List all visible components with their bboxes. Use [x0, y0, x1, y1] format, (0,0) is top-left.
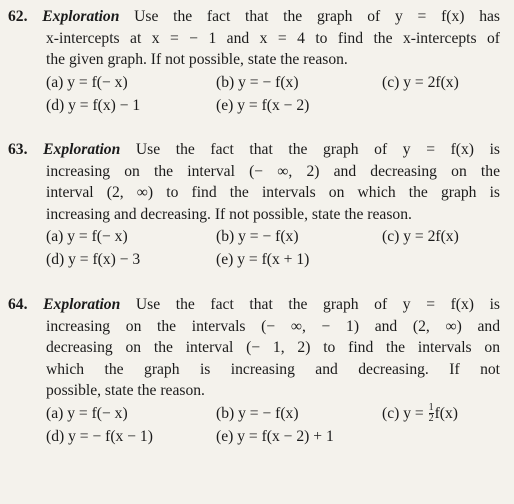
part-a: (a) y = f(− x) — [46, 228, 128, 245]
problem-parts — [8, 71, 500, 117]
problem-text: Use the fact that the graph of y = f(x) has — [134, 8, 500, 25]
part-a: (a) y = f(− x) — [46, 404, 128, 422]
problem-text: increasing on the interval (− ∞, 2) and decreasing on the — [46, 162, 500, 180]
problem-title: Exploration — [43, 296, 121, 313]
problem-text: the given graph. If not possible, state the reason. — [46, 51, 348, 68]
fraction-numerator: 1 — [428, 402, 434, 414]
problem-text: x-intercepts at x = − 1 and x = 4 to find the x-intercepts of — [46, 29, 500, 47]
part-d: (d) y = − f(x − 1) — [46, 427, 153, 445]
part-c: (c) y = 2f(x) — [382, 73, 459, 91]
problem-64 — [8, 294, 500, 448]
problem-number: 64. — [8, 296, 28, 313]
fraction-denominator: 2 — [428, 413, 434, 425]
problem-text: possible, state the reason. — [46, 382, 205, 399]
part-e: (e) y = f(x − 2) — [216, 96, 310, 114]
problem-parts — [8, 225, 500, 271]
problem-number: 63. — [8, 141, 28, 158]
part-c-suffix: f(x) — [434, 404, 458, 422]
problem-number: 62. — [8, 8, 28, 25]
problem-62-line-1 — [8, 6, 500, 28]
part-c: (c) y = 2f(x) — [382, 228, 459, 245]
problem-parts — [8, 402, 500, 448]
problem-63 — [8, 139, 500, 271]
problem-title: Exploration — [42, 8, 120, 25]
problem-text: which the graph is increasing and decreasing. If not — [46, 360, 500, 378]
problem-62 — [8, 6, 500, 117]
problem-text: interval (2, ∞) to find the intervals on which the graph is — [46, 184, 500, 201]
part-c — [382, 402, 500, 425]
part-a: (a) y = f(− x) — [46, 73, 128, 91]
problem-title: Exploration — [43, 141, 121, 158]
part-c-prefix: (c) y = — [382, 404, 428, 422]
part-d: (d) y = f(x) − 3 — [46, 251, 141, 268]
part-b: (b) y = − f(x) — [216, 73, 299, 91]
part-e: (e) y = f(x − 2) + 1 — [216, 427, 334, 445]
problem-text: decreasing on the interval (− 1, 2) to find the intervals on — [46, 339, 500, 356]
part-b: (b) y = − f(x) — [216, 404, 299, 422]
problem-text: increasing on the intervals (− ∞, − 1) and (2, ∞) and — [46, 317, 500, 335]
part-b: (b) y = − f(x) — [216, 228, 299, 245]
part-e: (e) y = f(x + 1) — [216, 251, 310, 268]
part-d: (d) y = f(x) − 1 — [46, 96, 141, 114]
problem-63-line-1 — [8, 139, 500, 161]
problem-text: increasing and decreasing. If not possible, state the reason. — [46, 205, 412, 223]
problem-text: Use the fact that the graph of y = f(x) is — [135, 141, 500, 158]
problem-64-line-1 — [8, 294, 500, 316]
fraction-one-half — [429, 403, 434, 424]
problem-text: Use the fact that the graph of y = f(x) is — [135, 296, 500, 313]
